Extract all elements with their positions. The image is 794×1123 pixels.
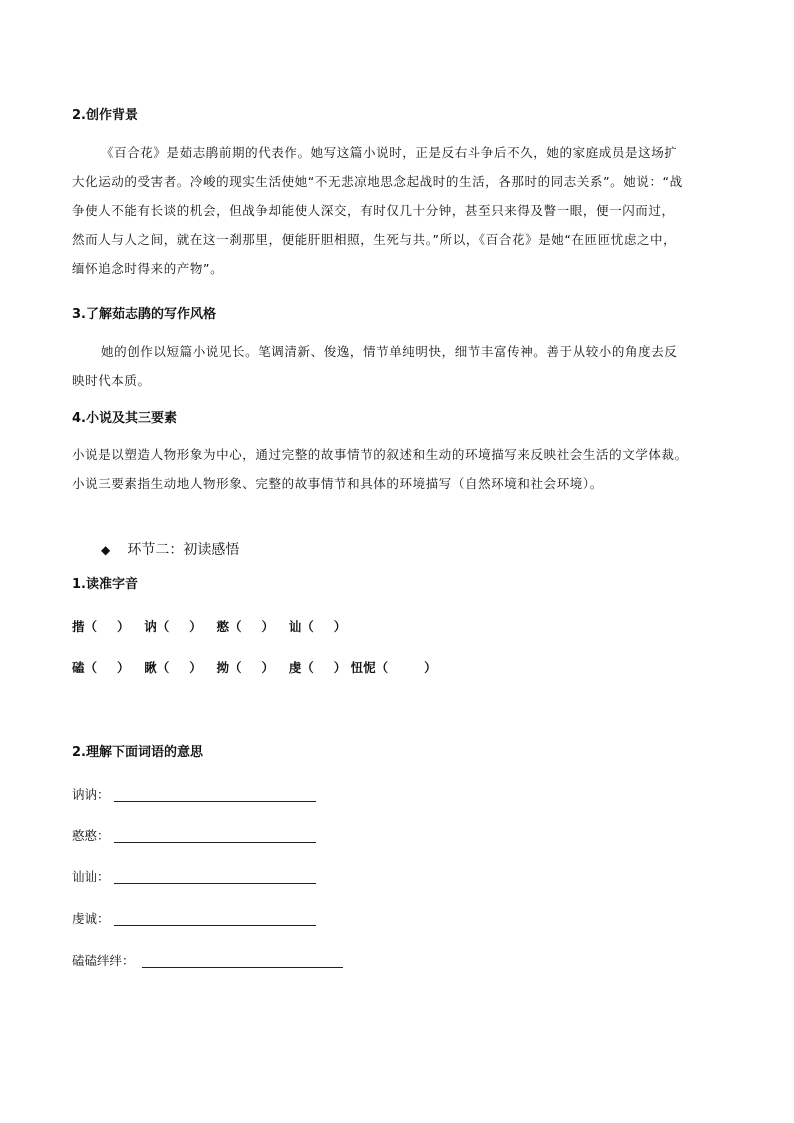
section-heading-novel: 4.小说及其三要素 (72, 411, 177, 426)
paragraph-line: 大化运动的受害者。冷峻的现实生活使她“不无悲凉地思念起战时的生活，各那时的同志关系”。她说：“战 (72, 174, 683, 189)
words-heading: 2.理解下面词语的意思 (72, 745, 203, 760)
pronounce-close-paren: ） (261, 660, 275, 675)
paragraph-line: 小说是以塑造人物形象为中心，通过完整的故事情节的叙述和生动的环境描写来反映社会生活的文学体裁。 (72, 447, 688, 462)
paragraph-line: 然而人与人之间，就在这一刹那里，便能肝胆相照，生死与共。”所以，《百合花》是她“在匝匝忧虑之中， (72, 232, 677, 247)
word-label-hanhan: 憨憨： (72, 828, 110, 843)
pronounce-item: 瞅（ (144, 660, 170, 675)
pronounce-item: 虔（ (288, 660, 314, 675)
answer-line-nene[interactable] (114, 801, 316, 802)
pronounce-item: 忸怩（ (350, 660, 389, 675)
diamond-bullet-icon: ◆ (101, 543, 111, 557)
answer-line-shanshan[interactable] (114, 883, 316, 884)
pronounce-item: 讪（ (288, 619, 314, 634)
pronounce-close-paren: ） (117, 660, 130, 675)
answer-line-kekebanban[interactable] (142, 967, 343, 968)
word-label-shanshan: 讪讪： (72, 869, 110, 884)
word-label-nene: 讷讷： (72, 787, 110, 802)
step-header (101, 539, 239, 559)
section-heading-background: 2.创作背景 (72, 108, 138, 123)
pronounce-item: 磕（ (72, 660, 98, 675)
paragraph-line: 映时代本质。 (72, 373, 151, 388)
step-title: 环节二：初读感悟 (127, 542, 240, 558)
pronounce-close-paren: ） (189, 619, 202, 634)
paragraph-line: 缅怀追念时得来的产物”。 (72, 261, 224, 276)
answer-line-hanhan[interactable] (114, 842, 316, 843)
pronounce-item: 拗（ (216, 660, 242, 675)
pronounce-close-paren: ） (261, 619, 275, 634)
word-label-kekebanban: 磕磕绊绊： (72, 953, 135, 968)
paragraph-line: 她的创作以短篇小说见长。笔调清新、俊逸，情节单纯明快，细节丰富传神。善于从较小的角度去反 (101, 344, 678, 359)
pronounce-close-paren: ） (424, 660, 437, 675)
paragraph-line: 争使人不能有长谈的机会，但战争却能使人深交，有时仅几十分钟，甚至只来得及瞥一眼，便一闪而过， (72, 203, 675, 218)
pronounce-row-2 (72, 660, 437, 676)
pronounce-close-paren: ） (333, 619, 347, 634)
word-label-qiancheng: 虔诚： (72, 911, 110, 926)
paragraph-line: 《百合花》是茹志鹃前期的代表作。她写这篇小说时，正是反右斗争后不久，她的家庭成员是这场扩 (101, 145, 678, 160)
pronounce-close-paren: ） (189, 660, 202, 675)
paragraph-novel (72, 440, 688, 498)
pronounce-item: 揩（ (72, 619, 98, 634)
section-heading-style: 3.了解茹志鹃的写作风格 (72, 307, 216, 322)
pronounce-close-paren: ） (333, 660, 347, 675)
pronounce-heading: 1.读准字音 (72, 577, 138, 592)
paragraph-line: 小说三要素指生动地人物形象、完整的故事情节和具体的环境描写（自然环境和社会环境）。 (72, 476, 603, 491)
pronounce-item: 憨（ (216, 619, 242, 634)
pronounce-close-paren: ） (117, 619, 130, 634)
pronounce-row-1 (72, 619, 346, 635)
pronounce-item: 讷（ (144, 619, 170, 634)
paragraph-background (72, 138, 683, 283)
paragraph-style (72, 337, 677, 395)
answer-line-qiancheng[interactable] (114, 925, 316, 926)
